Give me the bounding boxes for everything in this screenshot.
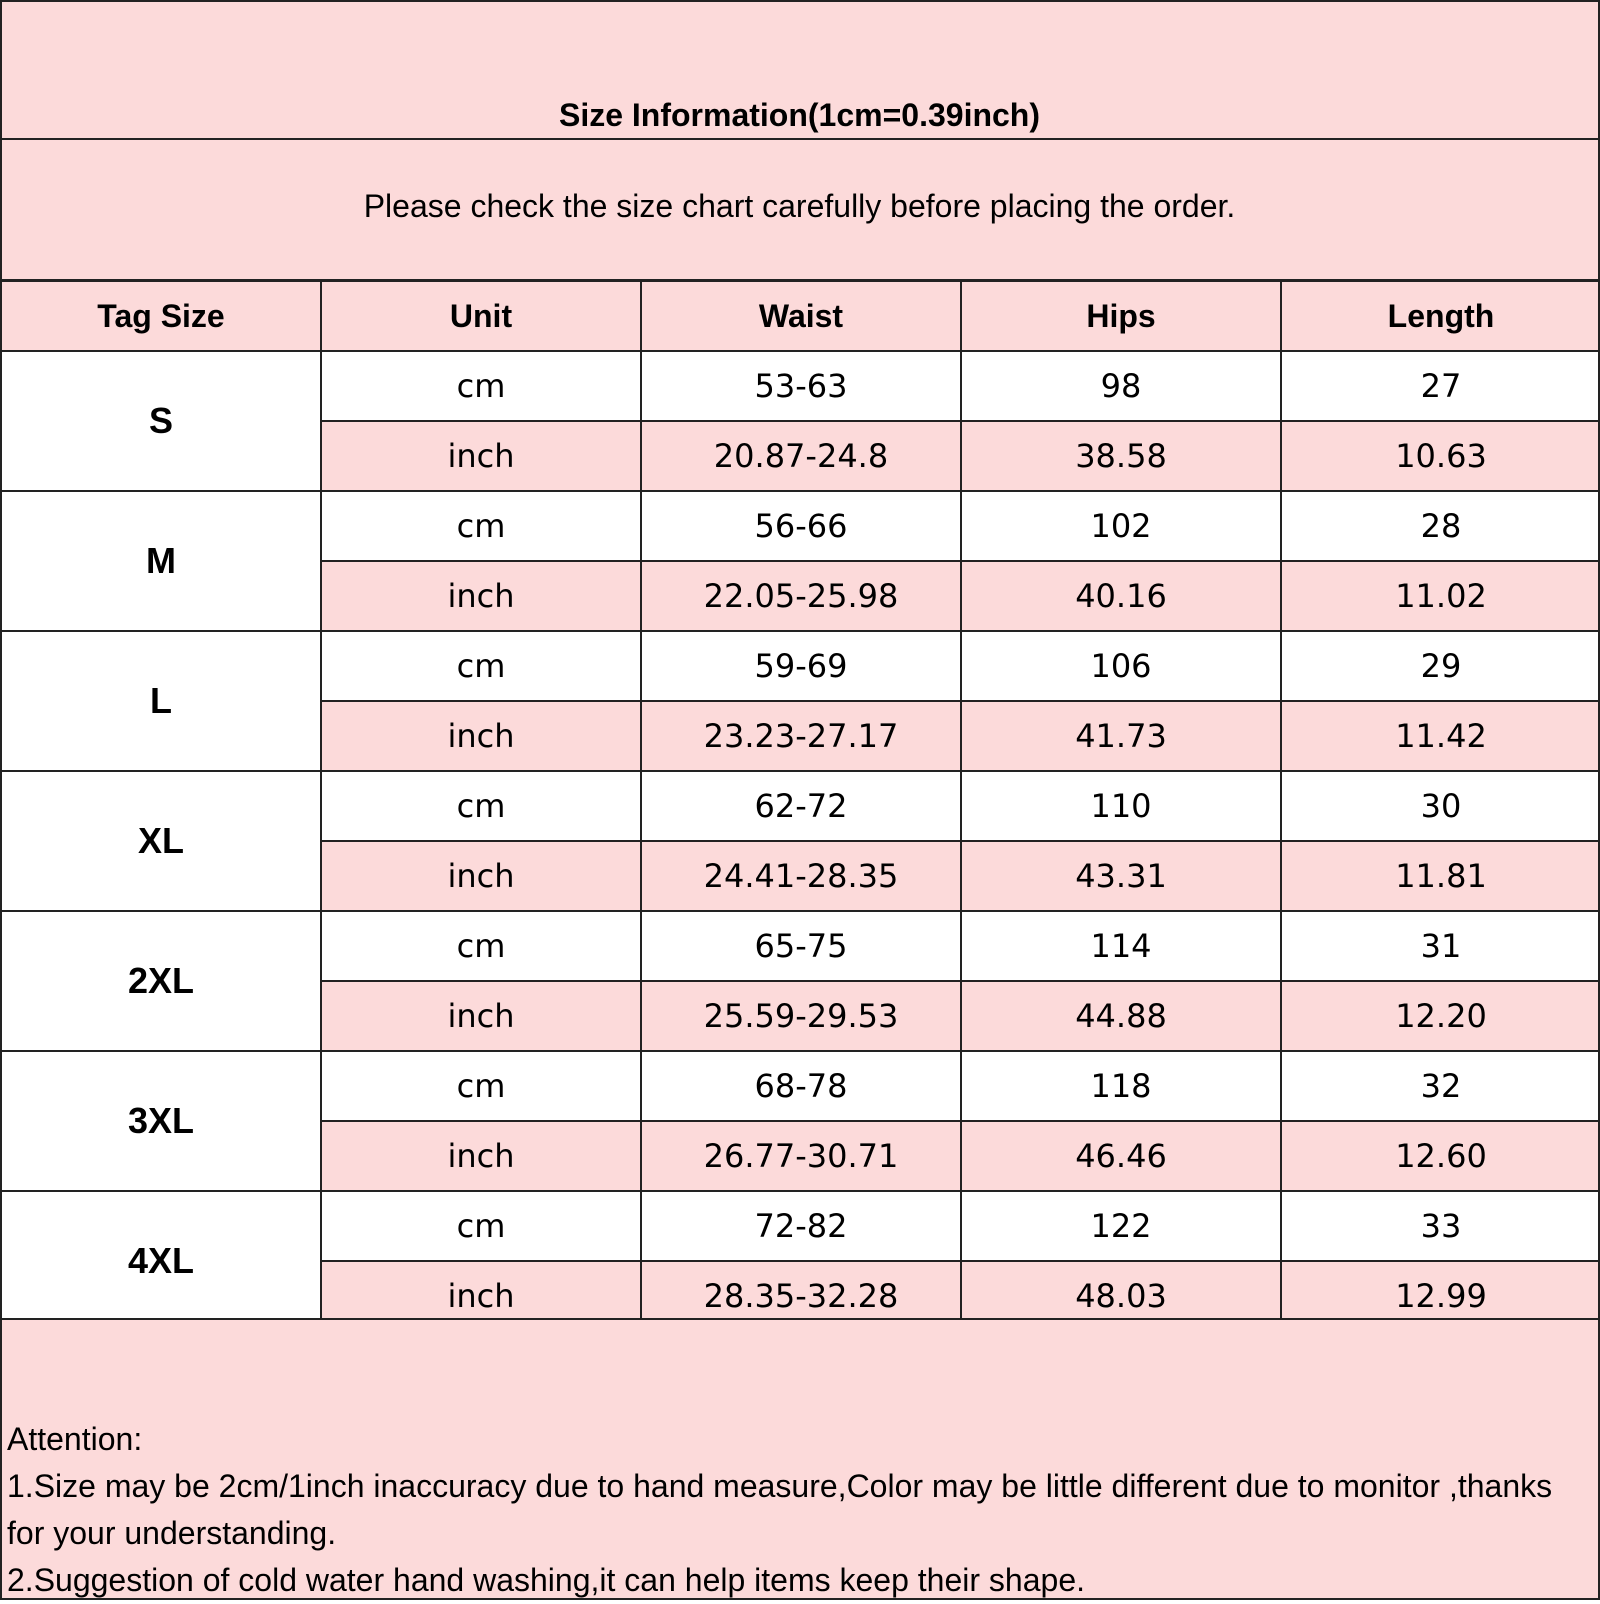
length-cell: 12.60 — [1281, 1121, 1600, 1191]
table-row — [1, 631, 1600, 701]
tag-size-cell: 2XL — [1, 911, 321, 1051]
waist-cell: 23.23-27.17 — [641, 701, 961, 771]
chart-note: Please check the size chart carefully before placing the order. — [363, 188, 1236, 224]
tag-size-cell: M — [1, 491, 321, 631]
unit-cell: inch — [321, 1121, 641, 1191]
hips-cell: 102 — [961, 491, 1281, 561]
length-cell: 33 — [1281, 1191, 1600, 1261]
unit-cell: cm — [321, 491, 641, 561]
header-hips: Hips — [961, 281, 1281, 351]
size-table — [0, 280, 1600, 1332]
hips-cell: 40.16 — [961, 561, 1281, 631]
waist-cell: 22.05-25.98 — [641, 561, 961, 631]
waist-cell: 25.59-29.53 — [641, 981, 961, 1051]
attention-band — [1, 1318, 1598, 1598]
waist-cell: 20.87-24.8 — [641, 421, 961, 491]
hips-cell: 114 — [961, 911, 1281, 981]
unit-cell: inch — [321, 561, 641, 631]
unit-cell: inch — [321, 421, 641, 491]
length-cell: 12.20 — [1281, 981, 1600, 1051]
hips-cell: 46.46 — [961, 1121, 1281, 1191]
attention-heading: Attention: — [7, 1421, 143, 1457]
unit-cell: cm — [321, 1191, 641, 1261]
unit-cell: cm — [321, 911, 641, 981]
hips-cell: 122 — [961, 1191, 1281, 1261]
waist-cell: 65-75 — [641, 911, 961, 981]
length-cell: 10.63 — [1281, 421, 1600, 491]
attention-text — [7, 1416, 1592, 1604]
header-unit: Unit — [321, 281, 641, 351]
length-cell: 30 — [1281, 771, 1600, 841]
unit-cell: inch — [321, 701, 641, 771]
waist-cell: 26.77-30.71 — [641, 1121, 961, 1191]
length-cell: 32 — [1281, 1051, 1600, 1121]
hips-cell: 41.73 — [961, 701, 1281, 771]
title-band — [1, 1, 1598, 140]
header-waist: Waist — [641, 281, 961, 351]
header-length: Length — [1281, 281, 1600, 351]
table-row — [1, 491, 1600, 561]
tag-size-cell: L — [1, 631, 321, 771]
table-row — [1, 911, 1600, 981]
length-cell: 11.02 — [1281, 561, 1600, 631]
tag-size-cell: XL — [1, 771, 321, 911]
length-cell: 27 — [1281, 351, 1600, 421]
waist-cell: 53-63 — [641, 351, 961, 421]
length-cell: 11.42 — [1281, 701, 1600, 771]
attention-line-2: 2.Suggestion of cold water hand washing,it can help items keep their shape. — [7, 1562, 1085, 1598]
hips-cell: 48.03 — [961, 1261, 1281, 1331]
table-row — [1, 1051, 1600, 1121]
waist-cell: 62-72 — [641, 771, 961, 841]
waist-cell: 68-78 — [641, 1051, 961, 1121]
unit-cell: inch — [321, 981, 641, 1051]
waist-cell: 28.35-32.28 — [641, 1261, 961, 1331]
length-cell: 29 — [1281, 631, 1600, 701]
header-tag-size: Tag Size — [1, 281, 321, 351]
tag-size-cell: S — [1, 351, 321, 491]
note-band — [1, 140, 1598, 281]
unit-cell: inch — [321, 841, 641, 911]
hips-cell: 118 — [961, 1051, 1281, 1121]
header-row — [1, 281, 1600, 351]
hips-cell: 43.31 — [961, 841, 1281, 911]
table-row — [1, 771, 1600, 841]
waist-cell: 56-66 — [641, 491, 961, 561]
hips-cell: 44.88 — [961, 981, 1281, 1051]
hips-cell: 38.58 — [961, 421, 1281, 491]
length-cell: 28 — [1281, 491, 1600, 561]
unit-cell: inch — [321, 1261, 641, 1331]
length-cell: 31 — [1281, 911, 1600, 981]
unit-cell: cm — [321, 351, 641, 421]
length-cell: 11.81 — [1281, 841, 1600, 911]
table-row — [1, 1191, 1600, 1261]
length-cell: 12.99 — [1281, 1261, 1600, 1331]
hips-cell: 98 — [961, 351, 1281, 421]
unit-cell: cm — [321, 771, 641, 841]
tag-size-cell: 3XL — [1, 1051, 321, 1191]
tag-size-cell: 4XL — [1, 1191, 321, 1331]
chart-title: Size Information(1cm=0.39inch) — [558, 97, 1040, 133]
unit-cell: cm — [321, 631, 641, 701]
waist-cell: 59-69 — [641, 631, 961, 701]
hips-cell: 106 — [961, 631, 1281, 701]
unit-cell: cm — [321, 1051, 641, 1121]
attention-line-1: 1.Size may be 2cm/1inch inaccuracy due to hand measure,Color may be little different due to monitor ,thanks for your understanding. — [7, 1468, 1553, 1551]
hips-cell: 110 — [961, 771, 1281, 841]
waist-cell: 24.41-28.35 — [641, 841, 961, 911]
table-row — [1, 351, 1600, 421]
waist-cell: 72-82 — [641, 1191, 961, 1261]
